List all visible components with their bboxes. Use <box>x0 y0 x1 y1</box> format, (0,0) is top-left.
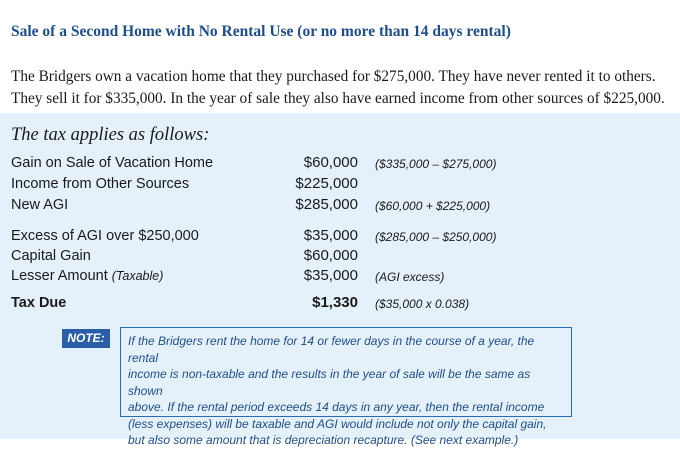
row-amount: $60,000 <box>303 154 358 171</box>
row-label-text: Gain on Sale of Vacation Home <box>11 155 214 171</box>
note-line: income is non-taxable and the results in the year of sale will be the same as shown <box>128 367 531 398</box>
row-amount: $35,000 <box>303 227 358 244</box>
table-row <box>0 195 680 217</box>
row-calculation: ($285,000 – $250,000) <box>375 230 497 244</box>
row-label <box>11 226 199 246</box>
row-label <box>11 266 163 286</box>
row-calculation: ($60,000 + $225,000) <box>375 199 491 213</box>
row-amount: $285,000 <box>295 196 358 213</box>
note-tag: NOTE: <box>62 329 110 348</box>
row-label-text: Capital Gain <box>11 248 91 264</box>
note-text <box>128 333 558 449</box>
row-amount: $60,000 <box>303 247 358 264</box>
row-label-text: Lesser Amount <box>11 268 112 284</box>
section-title: Sale of a Second Home with No Rental Use (or no more than 14 days rental) <box>11 23 511 40</box>
table-row-total <box>0 293 680 315</box>
intro-paragraph <box>11 66 671 110</box>
row-calculation: ($35,000 x 0.038) <box>375 297 470 311</box>
row-amount: $35,000 <box>303 267 358 284</box>
table-row <box>0 266 680 288</box>
row-label <box>11 293 66 313</box>
note-line: If the Bridgers rent the home for 14 or fewer days in the course of a year, the rental <box>128 334 535 365</box>
note-line: but also some amount that is depreciation recapture. (See next example.) <box>128 433 519 447</box>
row-calculation: (AGI excess) <box>375 270 445 284</box>
tax-calculation-panel <box>0 113 680 447</box>
row-label-text: Excess of AGI over $250,000 <box>11 228 199 244</box>
row-label <box>11 246 91 266</box>
table-row <box>0 174 680 196</box>
row-label <box>11 195 68 215</box>
row-label <box>11 153 213 173</box>
note-line: above. If the rental period exceeds 14 days in any year, then the rental income <box>128 400 545 414</box>
row-label <box>11 174 189 194</box>
row-calculation: ($335,000 – $275,000) <box>375 157 497 171</box>
row-label-text: Income from Other Sources <box>11 176 190 192</box>
intro-line: They sell it for $335,000. In the year of sale they also have earned income from other sources of $225,000. <box>11 90 665 107</box>
row-amount: $225,000 <box>295 175 358 192</box>
note-line: (less expenses) will be taxable and AGI would include not only the capital gain, <box>128 416 547 431</box>
row-amount: $1,330 <box>312 294 358 311</box>
row-label-text: New AGI <box>11 197 69 213</box>
table-row <box>0 246 680 268</box>
row-label-text: Tax Due <box>11 295 67 311</box>
table-row <box>0 153 680 175</box>
row-label-note: (Taxable) <box>111 269 164 283</box>
intro-line: The Bridgers own a vacation home that they purchased for $275,000. They have never rented it to others. <box>11 68 656 85</box>
panel-heading: The tax applies as follows: <box>11 125 210 145</box>
table-row <box>0 226 680 248</box>
